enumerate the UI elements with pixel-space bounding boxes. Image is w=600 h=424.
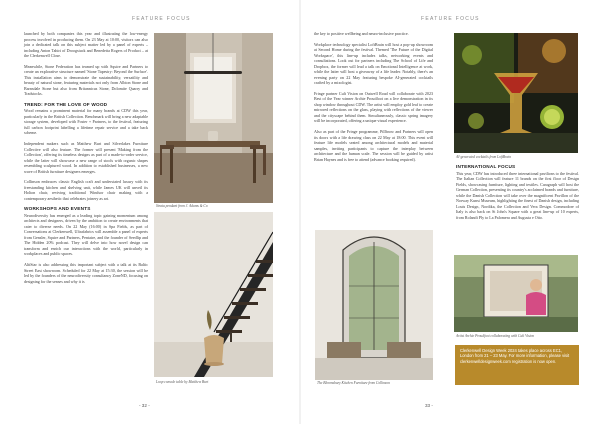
paragraph: This year, CDW has introduced three international pavilions to the festival. The Italian Collection will feature 11 brands on the first floor of Design Fields, showcasing furniture, lighting and textiles. Caragraph will host the German Collection, presenting its country's acclaimed brands and furniture, while the Danish Collection will take over the magnificent Pavillon of the Norway Kunst Museum, highlighting the finest of Danish design, including Louis Design, Nordika, the Collection and Vera Design. Commodore of Italy is also back on St John's Square with a great line-up of 10 experts, from Rolandi Ply to La Palomera and Augusta e Otto. (456, 170, 579, 220)
photo-artist-proudfoot (454, 255, 578, 332)
column-center-text (314, 31, 433, 167)
paragraph: the key to positive wellbeing and neuro-inclusive practice. (314, 31, 409, 36)
paragraph: Also as part of the Fringe programme, Pillbrow and Partners will open its doors with a life drawing class on 22 May at 18:00. This event will feature life models seated among architectural models and material samples, inviting participants to capture the interplay between architecture and the human scale. The session will be guided by artist Brian Haynes and is free to attend (advance booking required). (314, 129, 433, 162)
paragraph: Meanwhile, Stone Federation has teamed up with Squire and Partners to create an explorative structure named 'Stone Tapestry: Beyond the Surface'. This installation aims to demonstrate the sustainability, versatility and beauty of natural stone, featuring materials not only from Albion Stone and Barnsdale Stone but also from Britannicus Stone, Dolomite Quarry and Tradstocks. (24, 63, 148, 97)
photo-ai-cocktails (454, 33, 578, 153)
photo-pendant-interior (154, 33, 273, 203)
photo-staircase-console (154, 212, 273, 377)
column-left-text (24, 31, 148, 289)
paragraph: launched by both companies this year and illustrating the low-energy process involved in producing them. On 23 May at 10:00, visitors can also join a dedicated talk on this subject matter led by a panel of experts – including Anton Tahiri of Droogstuck and Benedetta Rogers of Product – at the Clerkenwell Close. (24, 31, 148, 58)
photo-bloomsbury-kitchen (315, 230, 433, 380)
page-header-left: FEATURE FOCUS (132, 16, 191, 22)
paragraph: Collinson embraces classic English craft and understated luxury with its freestanding kitchen and shelving unit, while James UK will unveil its Holton chair, reviving traditional Windsor chair making with a contemporary aesthetic that celebrates joinery as art. (24, 179, 148, 201)
photo-caption: Strata pendant from J. Adams & Co (156, 204, 208, 208)
photo-caption: Loop console table by Matthew Burt (156, 380, 209, 384)
page-number-left: - 32 - (139, 403, 150, 408)
page-number-right: 33 - (425, 403, 433, 408)
event-info-callout: Clerkenwell Design Week 2024 takes place across EC1, London from 21 – 23 May. For more information, please visit clerkenwelldesignweek.com registration is now open. (455, 345, 579, 385)
paragraph: Fringe partner Cult Vision on Outwell Road will collaborate with 2023 Best of the Year winner Archie Proudfoot on a live demonstration in its shop window throughout CDW. The artist will employ gold leaf to create mirrored reflections on the glass, playing with reflections of the viewer and the cityscape behind them. Simultaneously, classic spring imagery will be incorporated, offering a unique visual experience. (314, 90, 433, 124)
column-right-text (456, 164, 579, 225)
page-header-right: FEATURE FOCUS (421, 16, 480, 22)
section-heading: TREND: FOR THE LOVE OF WOOD (24, 101, 108, 107)
photo-caption: The Bloomsbury Kitchen Furniture from Collinson (317, 381, 390, 385)
section-heading: WORKSHOPS AND EVENTS (24, 206, 91, 212)
paragraph: Neurodiversity has emerged as a leading topic gaining momentum among architects and designers, driven by the ambition to create environments that cater to diverse needs. On 22 May (16:00) in Spa Fields, as part of Conversations at Clerkenwell, Ultrafabrics will assemble a panel of experts from Gensler, Squire and Partners, Pentaire, and the founder of Seedlip and The Hidden 20% podcast. They will delve into how novel design can transform and enrich our interactions with the world, particularly in workplaces and public spaces. (24, 212, 148, 257)
paragraph: Independent makers such as Matthew Burt and Silverlakes Furniture Collective will also feature. The former will present 'Making from the Collection', offering its timeless designs as part of a made-to-order service, while the latter will showcase a new range of stools with organic shapes resembling sculptured wood. In addition to established businesses, a new wave of British furniture designers emerges. (24, 141, 148, 174)
spread-gutter (299, 0, 301, 424)
photo-caption: Artist Archie Proudfoot collaborating with Cult Vision (456, 334, 535, 338)
section-heading: INTERNATIONAL FOCUS (456, 164, 516, 169)
paragraph: AltiStar is also addressing this important subject with a talk at its Baltic Street East showroom. Scheduled for 22 May at 15:30, the session will be led by the founders of the neurodiversity consultancy ZoneND, focusing on designing for the senses and why it is (24, 262, 148, 284)
paragraph: Wood remains a prominent material for many brands at CDW this year, particularly in the British Collection. Benchmark will bring a new adaptable storage system, developed with Foster + Partners, to the festival, featuring full carbon footprint labelling a lifetime repair service and a take back scheme. (24, 108, 148, 136)
paragraph: Workplace technology specialist LoftBrain will host a pop-up showroom at Second Home during the festival. Themed 'The Future of the Digital Workspace', this line-up includes talks, networking events and consultations. Look out for partners including The School of Life and Dropbox, the former will lead a talk on Emotional Intelligence at work, while the latter will host a giveaway of a life leader. Notably, there's an evening party on 22 May featuring bespoke AI-generated cocktails crafted by a mixologist. (314, 41, 433, 86)
photo-caption: AI-generated cocktails from LoftBrain (456, 155, 512, 159)
